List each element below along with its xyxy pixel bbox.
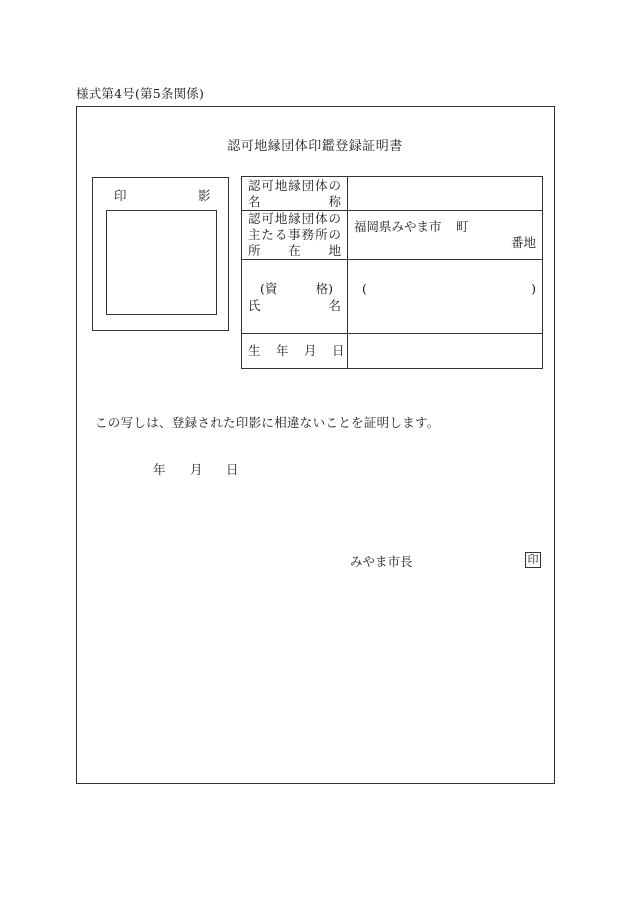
table-row-organization-name bbox=[242, 177, 543, 211]
seal-impression-box bbox=[92, 177, 229, 331]
official-seal-icon: 印 bbox=[525, 552, 541, 568]
office-address-label-line2: 主たる事務所の bbox=[248, 227, 341, 242]
representative-label bbox=[242, 260, 348, 334]
office-address-label bbox=[242, 211, 348, 260]
organization-name-value bbox=[348, 177, 543, 211]
date-of-birth-label: 生 年 月 日 bbox=[242, 334, 348, 369]
representative-title-label: (資 格) bbox=[260, 281, 333, 296]
office-address-label-line3: 所 在 地 bbox=[248, 243, 341, 258]
issue-date-day: 日 bbox=[226, 462, 239, 477]
table-row-representative bbox=[242, 260, 543, 334]
issue-date-month: 月 bbox=[190, 462, 203, 477]
registration-info-table bbox=[241, 176, 543, 369]
representative-value bbox=[348, 260, 543, 334]
representative-close-paren: ) bbox=[531, 281, 536, 296]
seal-label-left: 印 bbox=[114, 188, 127, 203]
representative-name-label: 氏 名 bbox=[248, 298, 341, 313]
form-number-label: 様式第4号(第5条関係) bbox=[76, 86, 205, 101]
seal-label-right: 影 bbox=[198, 188, 211, 203]
organization-name-label bbox=[242, 177, 348, 211]
organization-name-label-line2: 名 称 bbox=[248, 194, 341, 209]
representative-open-paren: ( bbox=[362, 281, 367, 296]
organization-name-label-line1: 認可地縁団体の bbox=[248, 178, 341, 193]
page-title: 認可地縁団体印鑑登録証明書 bbox=[227, 139, 403, 154]
mayor-signature: みやま市長 bbox=[350, 554, 413, 569]
date-of-birth-value bbox=[348, 334, 543, 369]
seal-impression-area bbox=[106, 210, 217, 315]
issue-date-year: 年 bbox=[153, 462, 166, 477]
office-address-value bbox=[348, 211, 543, 260]
office-address-banchi: 番地 bbox=[510, 235, 536, 250]
office-address-label-line1: 認可地縁団体の bbox=[248, 211, 341, 226]
table-row-date-of-birth bbox=[242, 334, 543, 369]
office-address-town: 町 bbox=[456, 219, 469, 234]
office-address-prefecture-city: 福岡県みやま市 bbox=[354, 219, 442, 234]
certification-statement: この写しは、登録された印影に相違ないことを証明します。 bbox=[95, 415, 440, 430]
table-row-office-address bbox=[242, 211, 543, 260]
